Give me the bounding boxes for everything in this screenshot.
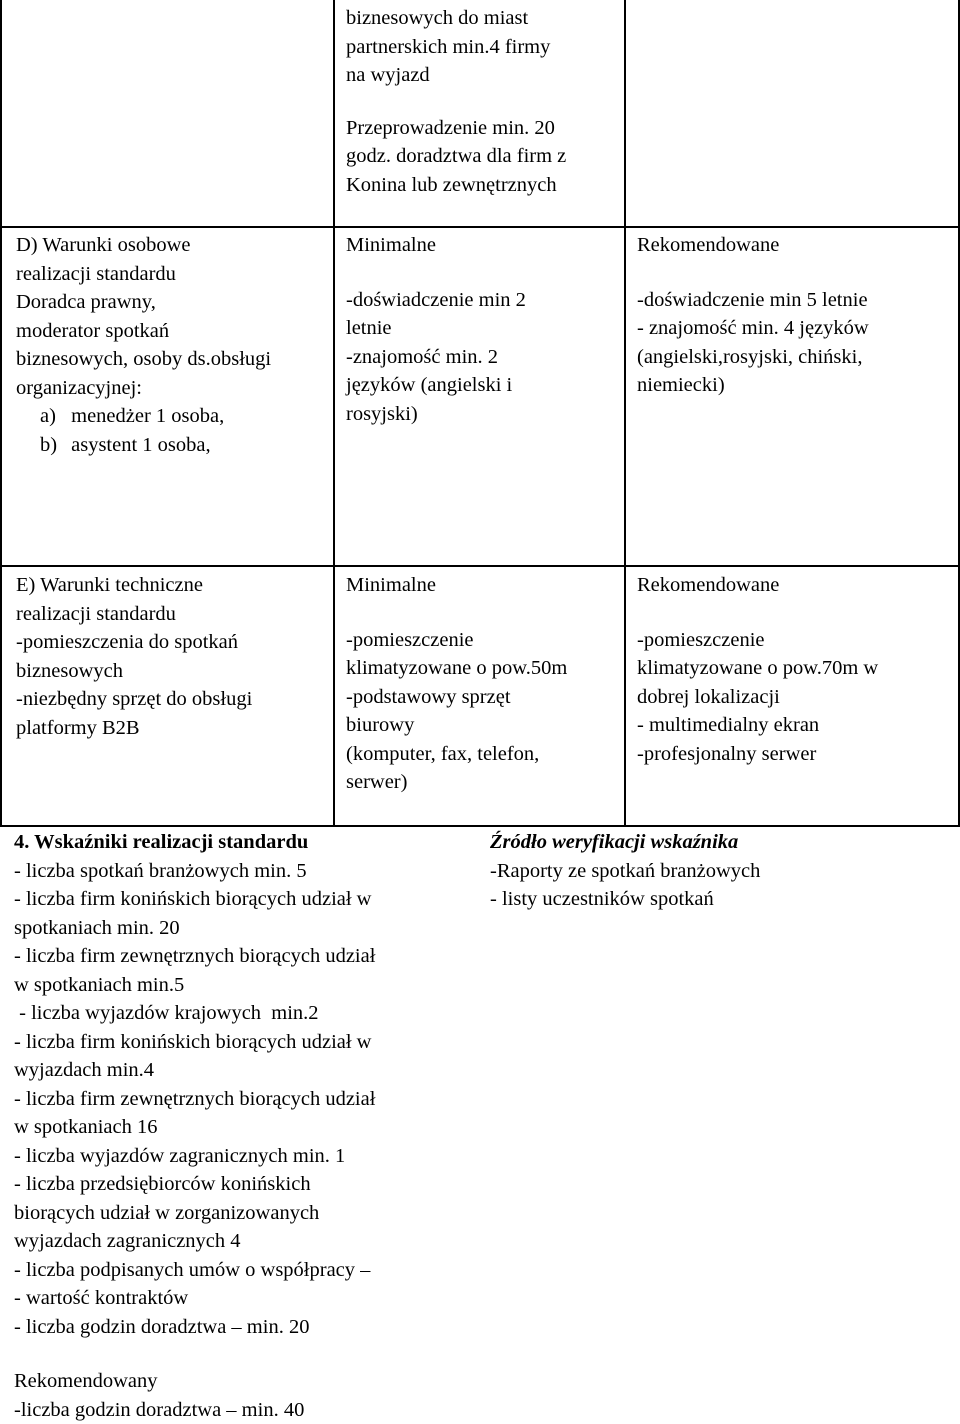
verification-heading: Źródło weryfikacji wskaźnika <box>490 831 739 853</box>
table-line-left <box>0 0 2 827</box>
row-e-minimal <box>346 571 567 797</box>
minimal-heading: Minimalne <box>346 234 436 256</box>
text-line: (angielski,rosyjski, chiński, <box>637 345 863 368</box>
text-line: biznesowych <box>16 659 124 682</box>
list-marker: b) <box>40 433 58 456</box>
text-line: -niezbędny sprzęt do obsługi <box>16 688 253 710</box>
recommended-heading: Rekomendowane <box>637 234 780 256</box>
text-line: języków (angielski i <box>346 374 513 396</box>
indicator-line: wyjazdach min.4 <box>14 1059 155 1081</box>
text-line: (komputer, fax, telefon, <box>346 742 540 765</box>
indicator-line: - liczba firm konińskich biorących udział w <box>14 1030 372 1053</box>
text-line: Doradca prawny, <box>16 291 156 313</box>
table-line-col3 <box>624 0 626 827</box>
indicator-line: w spotkaniach 16 <box>14 1116 158 1138</box>
list-item <box>16 431 271 460</box>
text-line: -podstawowy sprzęt <box>346 685 511 708</box>
text-line: letnie <box>346 317 392 339</box>
table-line-row-e-top <box>0 565 960 567</box>
text-line: partnerskich min.4 firmy <box>346 35 551 58</box>
text-line: - znajomość min. 4 języków <box>637 317 869 339</box>
indicator-line: - liczba wyjazdów krajowych min.2 <box>14 1002 319 1024</box>
recommended-line: -liczba godzin doradztwa – min. 40 <box>14 1398 305 1421</box>
list-item-text: asystent 1 osoba, <box>71 433 211 456</box>
text-line: realizacji standardu <box>16 602 176 625</box>
table-line-row-e-bottom <box>0 825 960 827</box>
indicator-line: - liczba firm zewnętrznych biorących udział <box>14 945 376 967</box>
row-e-label <box>16 571 252 742</box>
indicator-line: - liczba wyjazdów zagranicznych min. 1 <box>14 1144 346 1167</box>
text-line: biurowy <box>346 714 415 736</box>
list-item-text: menedżer 1 osoba, <box>71 405 225 427</box>
indicator-line: - liczba przedsiębiorców konińskich <box>14 1173 311 1195</box>
table-line-row-c-bottom <box>0 226 960 228</box>
indicator-line: - wartość kontraktów <box>14 1287 189 1309</box>
indicator-line: - liczba firm zewnętrznych biorących udział <box>14 1087 376 1110</box>
text-line: na wyjazd <box>346 64 430 86</box>
verification-line: - listy uczestników spotkań <box>490 888 714 910</box>
indicator-line: - liczba spotkań branżowych min. 5 <box>14 859 307 882</box>
indicator-line: - liczba godzin doradztwa – min. 20 <box>14 1315 310 1338</box>
indicator-line: spotkaniach min. 20 <box>14 916 180 939</box>
table-line-col2 <box>333 0 335 827</box>
text-line: - multimedialny ekran <box>637 714 820 736</box>
recommended-label: Rekomendowany <box>14 1370 158 1392</box>
text-line: -doświadczenie min 5 letnie <box>637 288 868 311</box>
text-line: niemiecki) <box>637 374 725 396</box>
text-line: biznesowych do miast <box>346 7 529 29</box>
text-line: rosyjski) <box>346 402 418 425</box>
row-e-recommended <box>637 571 878 768</box>
row-c-col2-text <box>346 4 566 199</box>
verification-line: -Raporty ze spotkań branżowych <box>490 859 761 882</box>
row-d-label <box>16 231 271 459</box>
text-line: klimatyzowane o pow.70m w <box>637 657 879 679</box>
text-line: Konina lub zewnętrznych <box>346 173 557 196</box>
indicator-line: w spotkaniach min.5 <box>14 973 185 996</box>
indicator-line: - liczba podpisanych umów o współpracy – <box>14 1258 371 1281</box>
row-d-recommended <box>637 231 869 400</box>
text-line: dobrej lokalizacji <box>637 685 780 708</box>
verification-section <box>490 828 760 914</box>
text-line: -profesjonalny serwer <box>637 742 817 765</box>
text-line: D) Warunki osobowe <box>16 234 191 256</box>
text-line: platformy B2B <box>16 716 140 739</box>
list-item <box>16 402 271 431</box>
indicator-line: biorących udział w zorganizowanych <box>14 1201 320 1224</box>
indicator-line: - liczba firm konińskich biorących udział w <box>14 888 372 910</box>
text-line: -pomieszczenie <box>637 628 765 651</box>
text-line: -znajomość min. 2 <box>346 345 499 368</box>
text-line: realizacji standardu <box>16 262 176 285</box>
text-line: Przeprowadzenie min. 20 <box>346 116 555 139</box>
list-marker: a) <box>40 405 56 427</box>
text-line: godz. doradztwa dla firm z <box>346 145 567 167</box>
indicators-heading: 4. Wskaźniki realizacji standardu <box>14 831 309 853</box>
text-line: organizacyjnej: <box>16 376 142 399</box>
recommended-heading: Rekomendowane <box>637 574 780 596</box>
text-line: -pomieszczenia do spotkań <box>16 631 239 653</box>
indicators-section <box>14 828 375 1424</box>
text-line: serwer) <box>346 771 408 793</box>
text-line: E) Warunki techniczne <box>16 574 203 596</box>
text-line: klimatyzowane o pow.50m <box>346 657 568 679</box>
text-line: moderator spotkań <box>16 319 170 342</box>
text-line: -doświadczenie min 2 <box>346 288 526 311</box>
text-line: biznesowych, osoby ds.obsługi <box>16 348 272 370</box>
indicator-line: wyjazdach zagranicznych 4 <box>14 1230 241 1252</box>
row-d-minimal <box>346 231 526 428</box>
text-line: -pomieszczenie <box>346 628 474 651</box>
minimal-heading: Minimalne <box>346 574 436 596</box>
